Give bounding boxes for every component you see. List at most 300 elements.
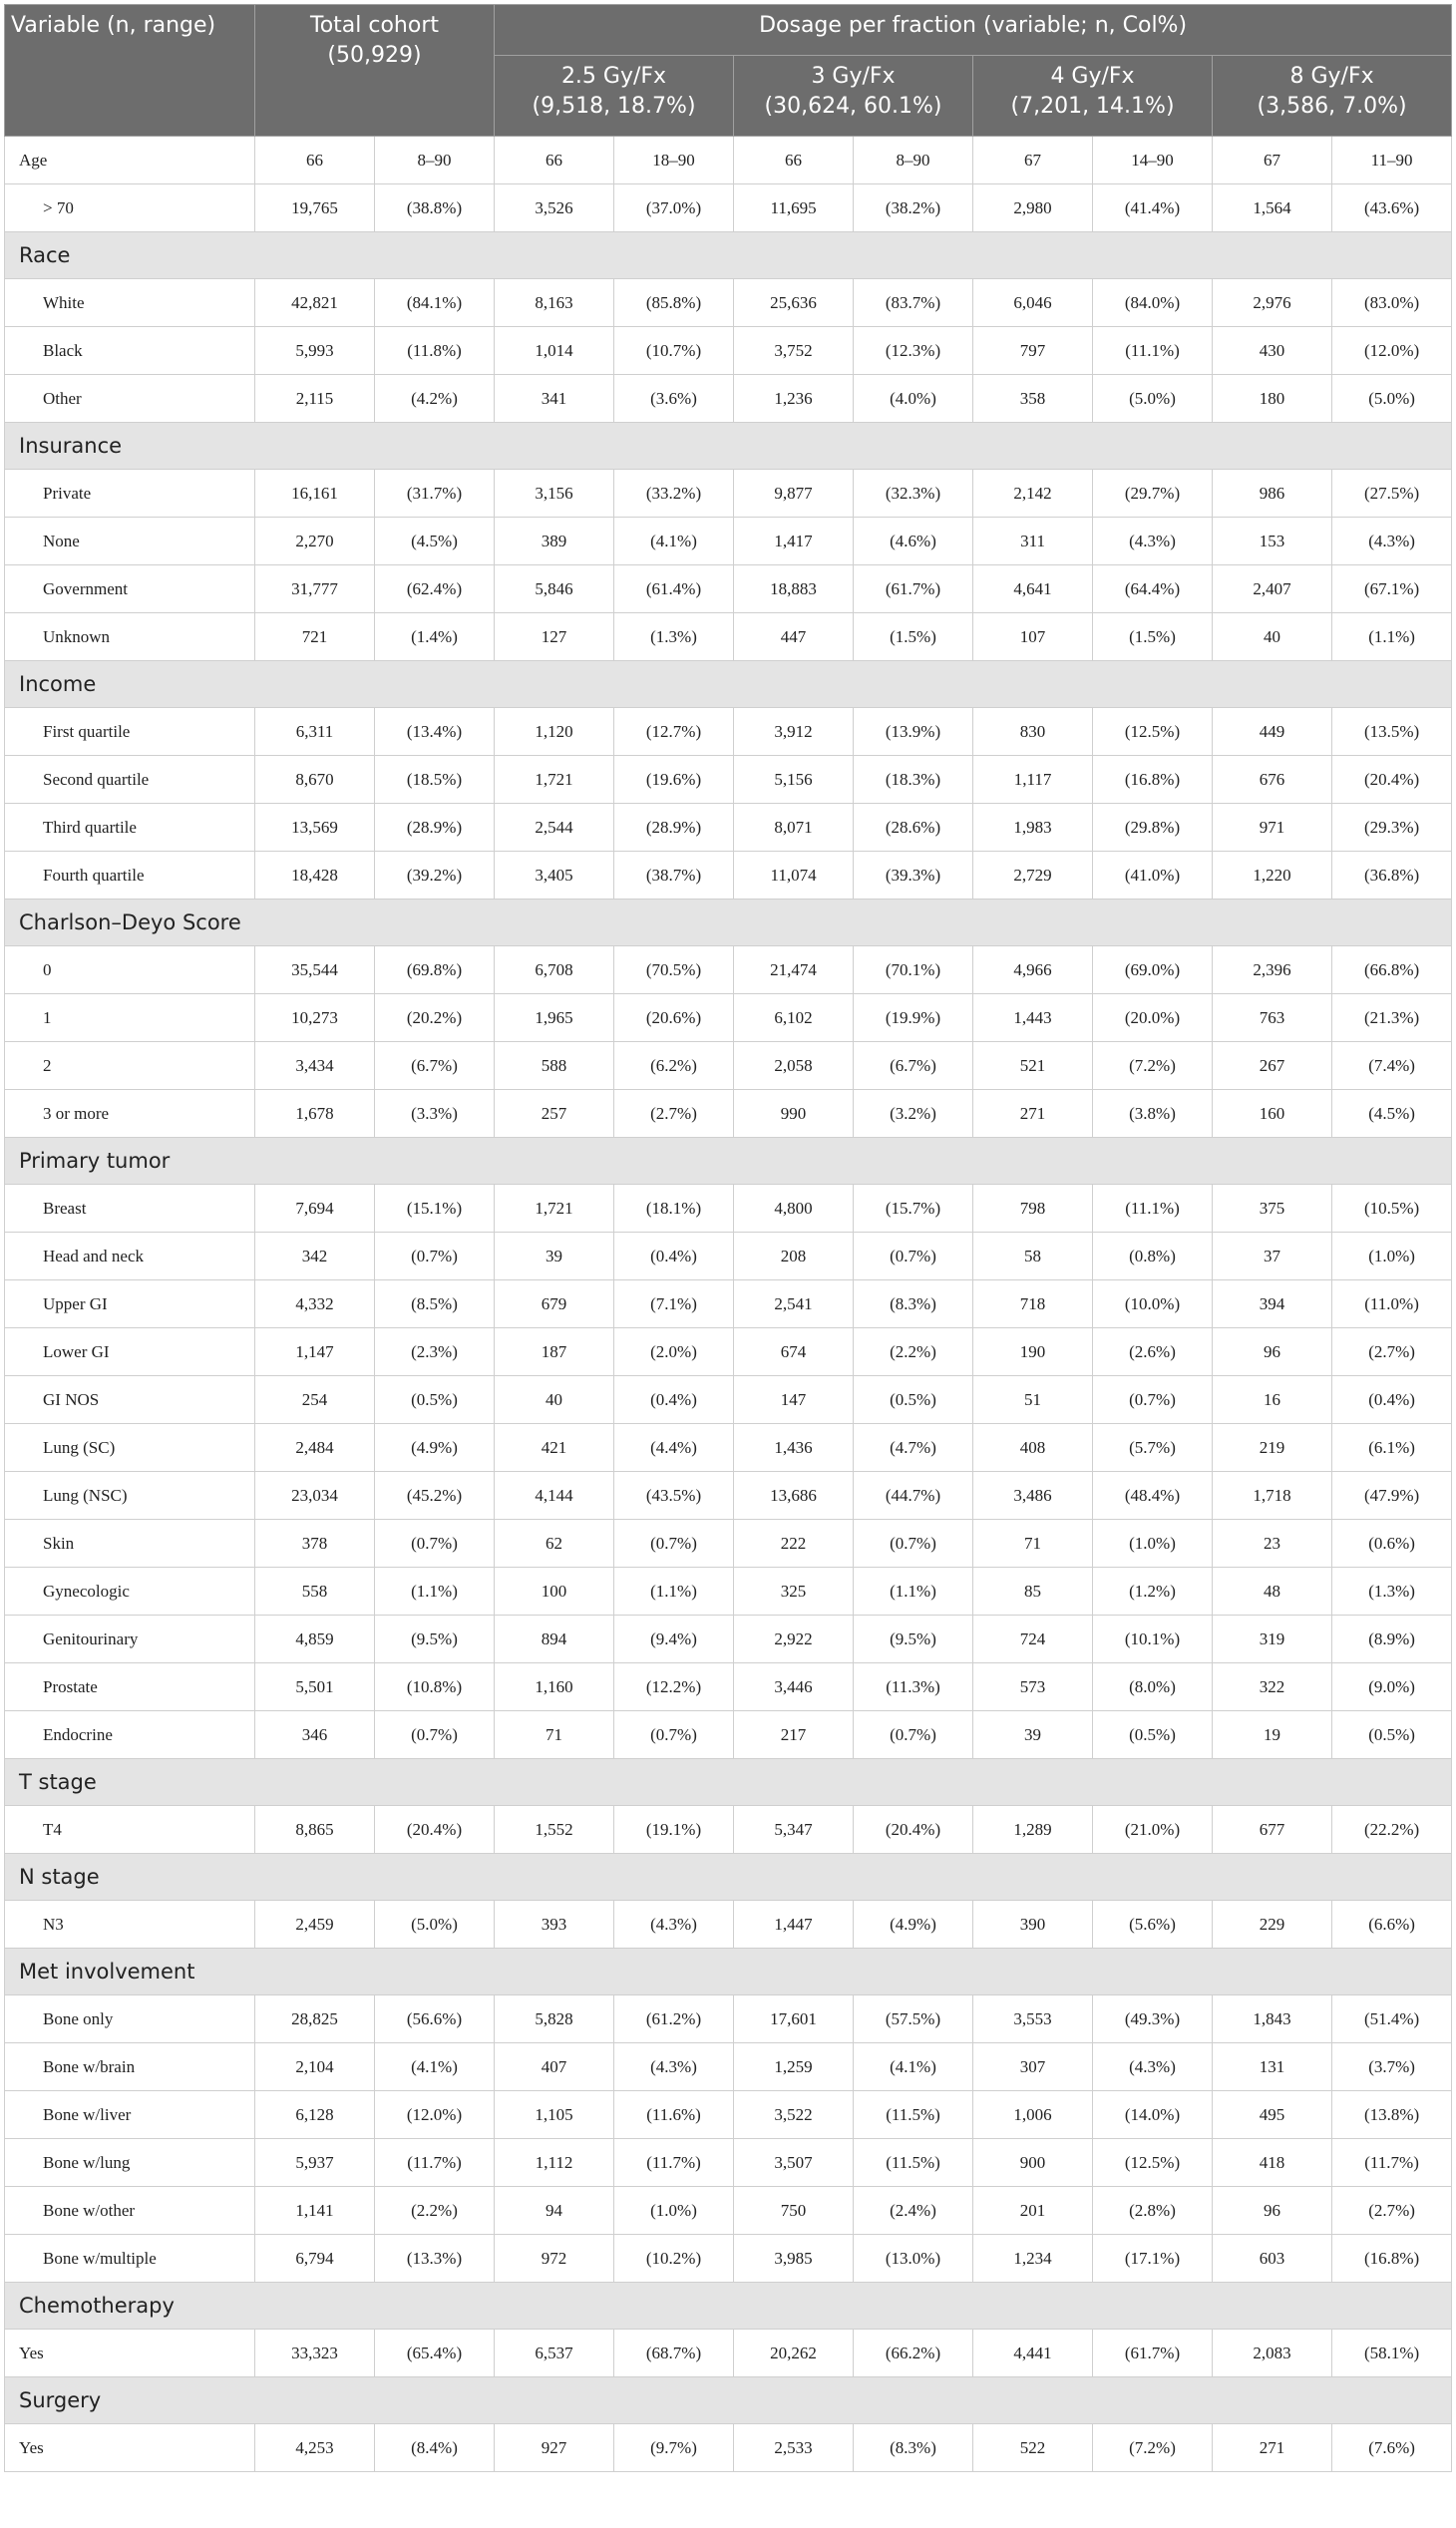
cell-percent: (4.3%) <box>1093 518 1213 565</box>
cell-percent: (7.2%) <box>1093 2424 1213 2472</box>
cell-count: 522 <box>973 2424 1093 2472</box>
cell-count: 147 <box>734 1376 854 1424</box>
cell-count: 319 <box>1213 1616 1332 1663</box>
cell-percent: (29.7%) <box>1093 470 1213 518</box>
cell-percent: (7.2%) <box>1093 1042 1213 1090</box>
cell-count: 271 <box>1213 2424 1332 2472</box>
cell-count: 4,859 <box>255 1616 375 1663</box>
cell-count: 219 <box>1213 1424 1332 1472</box>
cell-percent: (43.6%) <box>1332 184 1452 232</box>
cell-percent: (7.6%) <box>1332 2424 1452 2472</box>
cell-count: 1,564 <box>1213 184 1332 232</box>
table-row <box>5 1472 1452 1520</box>
cell-percent: (45.2%) <box>375 1472 495 1520</box>
cell-percent: (4.5%) <box>375 518 495 565</box>
cell-percent: (0.4%) <box>614 1376 734 1424</box>
cell-percent: (16.8%) <box>1332 2235 1452 2283</box>
cell-count: 267 <box>1213 1042 1332 1090</box>
cell-count: 430 <box>1213 327 1332 375</box>
table-row <box>5 1711 1452 1759</box>
cell-count: 6,537 <box>495 2330 614 2377</box>
dose-label: 8 Gy/Fx <box>1289 64 1374 89</box>
cell-count: 67 <box>973 137 1093 184</box>
table-row <box>5 279 1452 327</box>
cell-percent: (51.4%) <box>1332 1995 1452 2043</box>
cell-percent: (8.0%) <box>1093 1663 1213 1711</box>
row-label: Genitourinary <box>5 1616 255 1663</box>
cell-count: 4,332 <box>255 1280 375 1328</box>
cell-percent: (13.4%) <box>375 708 495 756</box>
cell-percent: (12.2%) <box>614 1663 734 1711</box>
cell-percent: (0.4%) <box>614 1233 734 1280</box>
cell-count: 257 <box>495 1090 614 1138</box>
cell-count: 16,161 <box>255 470 375 518</box>
cell-count: 1,120 <box>495 708 614 756</box>
cell-count: 17,601 <box>734 1995 854 2043</box>
cell-count: 2,484 <box>255 1424 375 1472</box>
cell-count: 39 <box>495 1233 614 1280</box>
cell-count: 721 <box>255 613 375 661</box>
row-label: 1 <box>5 994 255 1042</box>
cell-percent: (70.1%) <box>854 946 973 994</box>
cell-percent: (0.7%) <box>854 1233 973 1280</box>
row-label: Other <box>5 375 255 423</box>
cell-count: 1,147 <box>255 1328 375 1376</box>
cell-count: 254 <box>255 1376 375 1424</box>
cell-percent: (27.5%) <box>1332 470 1452 518</box>
cell-percent: (11.1%) <box>1093 327 1213 375</box>
row-label: None <box>5 518 255 565</box>
cell-percent: (1.5%) <box>1093 613 1213 661</box>
cell-count: 71 <box>495 1711 614 1759</box>
cell-percent: (11.1%) <box>1093 1185 1213 1233</box>
cell-percent: (18.1%) <box>614 1185 734 1233</box>
cell-percent: (3.8%) <box>1093 1090 1213 1138</box>
cell-percent: (65.4%) <box>375 2330 495 2377</box>
cell-count: 13,569 <box>255 804 375 852</box>
cell-percent: (49.3%) <box>1093 1995 1213 2043</box>
section-header-row <box>5 1759 1452 1806</box>
cell-count: 48 <box>1213 1568 1332 1616</box>
cell-count: 21,474 <box>734 946 854 994</box>
cell-percent: (9.5%) <box>375 1616 495 1663</box>
cell-percent: (5.0%) <box>375 1901 495 1949</box>
table-row <box>5 1185 1452 1233</box>
cell-count: 341 <box>495 375 614 423</box>
table-row <box>5 1616 1452 1663</box>
row-label: Private <box>5 470 255 518</box>
cell-count: 8,670 <box>255 756 375 804</box>
cell-count: 3,486 <box>973 1472 1093 1520</box>
header-dose-2-5 <box>495 56 734 137</box>
cell-percent: (12.3%) <box>854 327 973 375</box>
cell-count: 18,428 <box>255 852 375 900</box>
cell-percent: (2.2%) <box>375 2187 495 2235</box>
cell-percent: (9.0%) <box>1332 1663 1452 1711</box>
cell-count: 85 <box>973 1568 1093 1616</box>
table-row <box>5 708 1452 756</box>
cell-count: 1,965 <box>495 994 614 1042</box>
cell-count: 23,034 <box>255 1472 375 1520</box>
cell-percent: (1.3%) <box>1332 1568 1452 1616</box>
cell-percent: (10.2%) <box>614 2235 734 2283</box>
row-label: Bone w/brain <box>5 2043 255 2091</box>
cell-percent: (9.4%) <box>614 1616 734 1663</box>
table-row <box>5 1233 1452 1280</box>
cell-count: 4,641 <box>973 565 1093 613</box>
cell-count: 5,156 <box>734 756 854 804</box>
row-label: Government <box>5 565 255 613</box>
cell-count: 271 <box>973 1090 1093 1138</box>
cell-percent: (0.7%) <box>854 1520 973 1568</box>
cell-count: 19,765 <box>255 184 375 232</box>
cell-count: 229 <box>1213 1901 1332 1949</box>
cell-count: 16 <box>1213 1376 1332 1424</box>
dose-label: 2.5 Gy/Fx <box>560 64 667 89</box>
cell-percent: (19.6%) <box>614 756 734 804</box>
cell-count: 3,434 <box>255 1042 375 1090</box>
cell-count: 408 <box>973 1424 1093 1472</box>
cell-count: 1,552 <box>495 1806 614 1854</box>
cell-count: 2,976 <box>1213 279 1332 327</box>
cell-count: 1,436 <box>734 1424 854 1472</box>
cell-percent: (32.3%) <box>854 470 973 518</box>
cell-percent: (61.7%) <box>854 565 973 613</box>
cell-percent: (36.8%) <box>1332 852 1452 900</box>
cell-percent: (84.0%) <box>1093 279 1213 327</box>
table-row <box>5 946 1452 994</box>
dose-sub: (30,624, 60.1%) <box>764 94 942 119</box>
cell-percent: (85.8%) <box>614 279 734 327</box>
cell-percent: (1.0%) <box>614 2187 734 2235</box>
cell-percent: (9.7%) <box>614 2424 734 2472</box>
cell-count: 2,544 <box>495 804 614 852</box>
cell-count: 3,156 <box>495 470 614 518</box>
section-header-row <box>5 2283 1452 2330</box>
cell-percent: (2.8%) <box>1093 2187 1213 2235</box>
cell-count: 11,074 <box>734 852 854 900</box>
cell-percent: (22.2%) <box>1332 1806 1452 1854</box>
cell-percent: (1.2%) <box>1093 1568 1213 1616</box>
dose-sub: (9,518, 18.7%) <box>532 94 696 119</box>
cell-percent: (13.3%) <box>375 2235 495 2283</box>
cell-percent: (69.8%) <box>375 946 495 994</box>
cell-percent: (20.6%) <box>614 994 734 1042</box>
cell-count: 1,678 <box>255 1090 375 1138</box>
header-dose-4 <box>973 56 1213 137</box>
cell-count: 6,046 <box>973 279 1093 327</box>
cell-percent: (28.9%) <box>614 804 734 852</box>
cell-count: 51 <box>973 1376 1093 1424</box>
cell-percent: (0.7%) <box>375 1711 495 1759</box>
row-label: Second quartile <box>5 756 255 804</box>
cell-count: 393 <box>495 1901 614 1949</box>
cell-count: 3,507 <box>734 2139 854 2187</box>
cell-count: 1,417 <box>734 518 854 565</box>
cell-count: 830 <box>973 708 1093 756</box>
cell-percent: (15.7%) <box>854 1185 973 1233</box>
cell-count: 5,993 <box>255 327 375 375</box>
cell-count: 1,721 <box>495 1185 614 1233</box>
cell-percent: (21.0%) <box>1093 1806 1213 1854</box>
cell-percent: (1.4%) <box>375 613 495 661</box>
cell-percent: (13.5%) <box>1332 708 1452 756</box>
cell-percent: (48.4%) <box>1093 1472 1213 1520</box>
header-dose-8 <box>1213 56 1452 137</box>
cell-count: 2,459 <box>255 1901 375 1949</box>
cell-count: 9,877 <box>734 470 854 518</box>
cell-count: 107 <box>973 613 1093 661</box>
cell-count: 71 <box>973 1520 1093 1568</box>
cell-count: 3,526 <box>495 184 614 232</box>
cell-count: 894 <box>495 1616 614 1663</box>
cell-percent: (4.2%) <box>375 375 495 423</box>
cell-percent: 8–90 <box>854 137 973 184</box>
cell-percent: (61.2%) <box>614 1995 734 2043</box>
cell-percent: (4.9%) <box>854 1901 973 1949</box>
row-label: 3 or more <box>5 1090 255 1138</box>
cell-count: 67 <box>1213 137 1332 184</box>
table-row <box>5 184 1452 232</box>
cell-percent: (2.0%) <box>614 1328 734 1376</box>
cell-percent: (2.2%) <box>854 1328 973 1376</box>
cell-percent: (19.9%) <box>854 994 973 1042</box>
cell-count: 1,234 <box>973 2235 1093 2283</box>
cell-percent: (84.1%) <box>375 279 495 327</box>
cell-count: 37 <box>1213 1233 1332 1280</box>
cell-count: 990 <box>734 1090 854 1138</box>
table-row <box>5 2235 1452 2283</box>
cell-count: 3,553 <box>973 1995 1093 2043</box>
cell-percent: (4.1%) <box>375 2043 495 2091</box>
cell-percent: (67.1%) <box>1332 565 1452 613</box>
cell-count: 8,163 <box>495 279 614 327</box>
cell-percent: (10.5%) <box>1332 1185 1452 1233</box>
cell-percent: (3.6%) <box>614 375 734 423</box>
section-label: Chemotherapy <box>5 2283 1452 2330</box>
cell-count: 18,883 <box>734 565 854 613</box>
row-label: Skin <box>5 1520 255 1568</box>
header-dosage-group: Dosage per fraction (variable; n, Col%) <box>495 5 1452 56</box>
cell-percent: (15.1%) <box>375 1185 495 1233</box>
cell-percent: (11.7%) <box>375 2139 495 2187</box>
row-label: Prostate <box>5 1663 255 1711</box>
cell-count: 573 <box>973 1663 1093 1711</box>
cell-count: 718 <box>973 1280 1093 1328</box>
cell-count: 2,115 <box>255 375 375 423</box>
cell-percent: (38.2%) <box>854 184 973 232</box>
cell-count: 6,708 <box>495 946 614 994</box>
cell-percent: (58.1%) <box>1332 2330 1452 2377</box>
cell-percent: (10.0%) <box>1093 1280 1213 1328</box>
cell-count: 986 <box>1213 470 1332 518</box>
cell-percent: (12.5%) <box>1093 2139 1213 2187</box>
table-row <box>5 1901 1452 1949</box>
cell-count: 6,794 <box>255 2235 375 2283</box>
cell-count: 418 <box>1213 2139 1332 2187</box>
cell-percent: (4.0%) <box>854 375 973 423</box>
row-label: Lung (NSC) <box>5 1472 255 1520</box>
section-header-row <box>5 1854 1452 1901</box>
row-label: Black <box>5 327 255 375</box>
characteristics-table <box>4 4 1452 2472</box>
table-row <box>5 1424 1452 1472</box>
cell-count: 131 <box>1213 2043 1332 2091</box>
section-header-row <box>5 232 1452 279</box>
cell-count: 2,729 <box>973 852 1093 900</box>
cell-count: 3,446 <box>734 1663 854 1711</box>
cell-count: 3,985 <box>734 2235 854 2283</box>
cell-percent: (61.7%) <box>1093 2330 1213 2377</box>
cell-count: 972 <box>495 2235 614 2283</box>
cell-count: 6,128 <box>255 2091 375 2139</box>
cell-percent: (0.5%) <box>1093 1711 1213 1759</box>
row-label: Lung (SC) <box>5 1424 255 1472</box>
cell-count: 20,262 <box>734 2330 854 2377</box>
cell-percent: (21.3%) <box>1332 994 1452 1042</box>
cell-percent: (0.8%) <box>1093 1233 1213 1280</box>
row-label: Bone w/liver <box>5 2091 255 2139</box>
cell-count: 798 <box>973 1185 1093 1233</box>
cell-percent: (28.6%) <box>854 804 973 852</box>
row-label: Bone w/other <box>5 2187 255 2235</box>
cell-count: 25,636 <box>734 279 854 327</box>
cell-percent: (20.4%) <box>1332 756 1452 804</box>
cell-count: 4,966 <box>973 946 1093 994</box>
cell-percent: (0.7%) <box>614 1711 734 1759</box>
section-label: N stage <box>5 1854 1452 1901</box>
cell-percent: (41.0%) <box>1093 852 1213 900</box>
cell-percent: (4.9%) <box>375 1424 495 1472</box>
table-row <box>5 852 1452 900</box>
cell-count: 1,117 <box>973 756 1093 804</box>
cell-percent: (4.1%) <box>614 518 734 565</box>
cell-count: 449 <box>1213 708 1332 756</box>
section-label: Race <box>5 232 1452 279</box>
cell-count: 1,721 <box>495 756 614 804</box>
table-body <box>5 137 1452 2472</box>
table-row <box>5 2139 1452 2187</box>
cell-percent: (29.3%) <box>1332 804 1452 852</box>
cell-count: 1,105 <box>495 2091 614 2139</box>
cell-percent: (20.0%) <box>1093 994 1213 1042</box>
cell-count: 3,912 <box>734 708 854 756</box>
cell-count: 190 <box>973 1328 1093 1376</box>
cell-percent: (47.9%) <box>1332 1472 1452 1520</box>
cell-count: 11,695 <box>734 184 854 232</box>
cell-percent: (8.5%) <box>375 1280 495 1328</box>
cell-percent: (11.7%) <box>1332 2139 1452 2187</box>
cell-count: 750 <box>734 2187 854 2235</box>
row-label: > 70 <box>5 184 255 232</box>
cell-count: 358 <box>973 375 1093 423</box>
row-label: Yes <box>5 2424 255 2472</box>
cell-percent: (70.5%) <box>614 946 734 994</box>
cell-count: 8,865 <box>255 1806 375 1854</box>
row-label: GI NOS <box>5 1376 255 1424</box>
cell-count: 495 <box>1213 2091 1332 2139</box>
cell-percent: (11.7%) <box>614 2139 734 2187</box>
cell-count: 2,980 <box>973 184 1093 232</box>
section-header-row <box>5 2377 1452 2424</box>
section-header-row <box>5 900 1452 946</box>
cell-percent: (10.8%) <box>375 1663 495 1711</box>
cell-count: 31,777 <box>255 565 375 613</box>
cell-count: 160 <box>1213 1090 1332 1138</box>
cell-percent: (66.2%) <box>854 2330 973 2377</box>
cell-percent: (2.7%) <box>1332 2187 1452 2235</box>
cell-count: 1,447 <box>734 1901 854 1949</box>
cell-percent: (3.3%) <box>375 1090 495 1138</box>
cell-count: 5,828 <box>495 1995 614 2043</box>
cell-percent: (4.3%) <box>614 2043 734 2091</box>
table-row <box>5 470 1452 518</box>
cell-percent: (4.5%) <box>1332 1090 1452 1138</box>
table-row <box>5 1806 1452 1854</box>
cell-count: 679 <box>495 1280 614 1328</box>
cell-percent: (5.0%) <box>1093 375 1213 423</box>
cell-percent: (1.3%) <box>614 613 734 661</box>
cell-percent: (20.2%) <box>375 994 495 1042</box>
row-label: Head and neck <box>5 1233 255 1280</box>
cell-count: 322 <box>1213 1663 1332 1711</box>
row-label: Gynecologic <box>5 1568 255 1616</box>
cell-count: 1,443 <box>973 994 1093 1042</box>
table-row <box>5 1663 1452 1711</box>
cell-count: 342 <box>255 1233 375 1280</box>
section-label: T stage <box>5 1759 1452 1806</box>
table-row <box>5 375 1452 423</box>
cell-percent: (11.5%) <box>854 2091 973 2139</box>
cell-count: 5,937 <box>255 2139 375 2187</box>
cell-count: 2,396 <box>1213 946 1332 994</box>
cell-percent: (43.5%) <box>614 1472 734 1520</box>
table-row <box>5 1520 1452 1568</box>
cell-count: 2,104 <box>255 2043 375 2091</box>
cell-count: 1,236 <box>734 375 854 423</box>
cell-percent: (1.0%) <box>1332 1233 1452 1280</box>
cell-percent: (2.7%) <box>1332 1328 1452 1376</box>
cell-percent: (3.2%) <box>854 1090 973 1138</box>
table-row <box>5 1090 1452 1138</box>
cell-count: 96 <box>1213 2187 1332 2235</box>
cell-percent: (28.9%) <box>375 804 495 852</box>
cell-percent: (12.0%) <box>1332 327 1452 375</box>
cell-percent: (38.8%) <box>375 184 495 232</box>
row-label: Endocrine <box>5 1711 255 1759</box>
section-header-row <box>5 423 1452 470</box>
cell-count: 1,259 <box>734 2043 854 2091</box>
cell-percent: (1.1%) <box>854 1568 973 1616</box>
cell-percent: 11–90 <box>1332 137 1452 184</box>
table-row <box>5 327 1452 375</box>
cell-percent: (7.1%) <box>614 1280 734 1328</box>
cell-count: 1,983 <box>973 804 1093 852</box>
cell-count: 763 <box>1213 994 1332 1042</box>
cell-percent: (11.0%) <box>1332 1280 1452 1328</box>
cell-count: 521 <box>973 1042 1093 1090</box>
cell-count: 19 <box>1213 1711 1332 1759</box>
cell-count: 1,160 <box>495 1663 614 1711</box>
cell-percent: (3.7%) <box>1332 2043 1452 2091</box>
cell-percent: (10.7%) <box>614 327 734 375</box>
cell-percent: (5.0%) <box>1332 375 1452 423</box>
row-label: 0 <box>5 946 255 994</box>
cell-count: 66 <box>495 137 614 184</box>
cell-count: 66 <box>255 137 375 184</box>
cell-count: 180 <box>1213 375 1332 423</box>
cell-percent: (1.1%) <box>1332 613 1452 661</box>
